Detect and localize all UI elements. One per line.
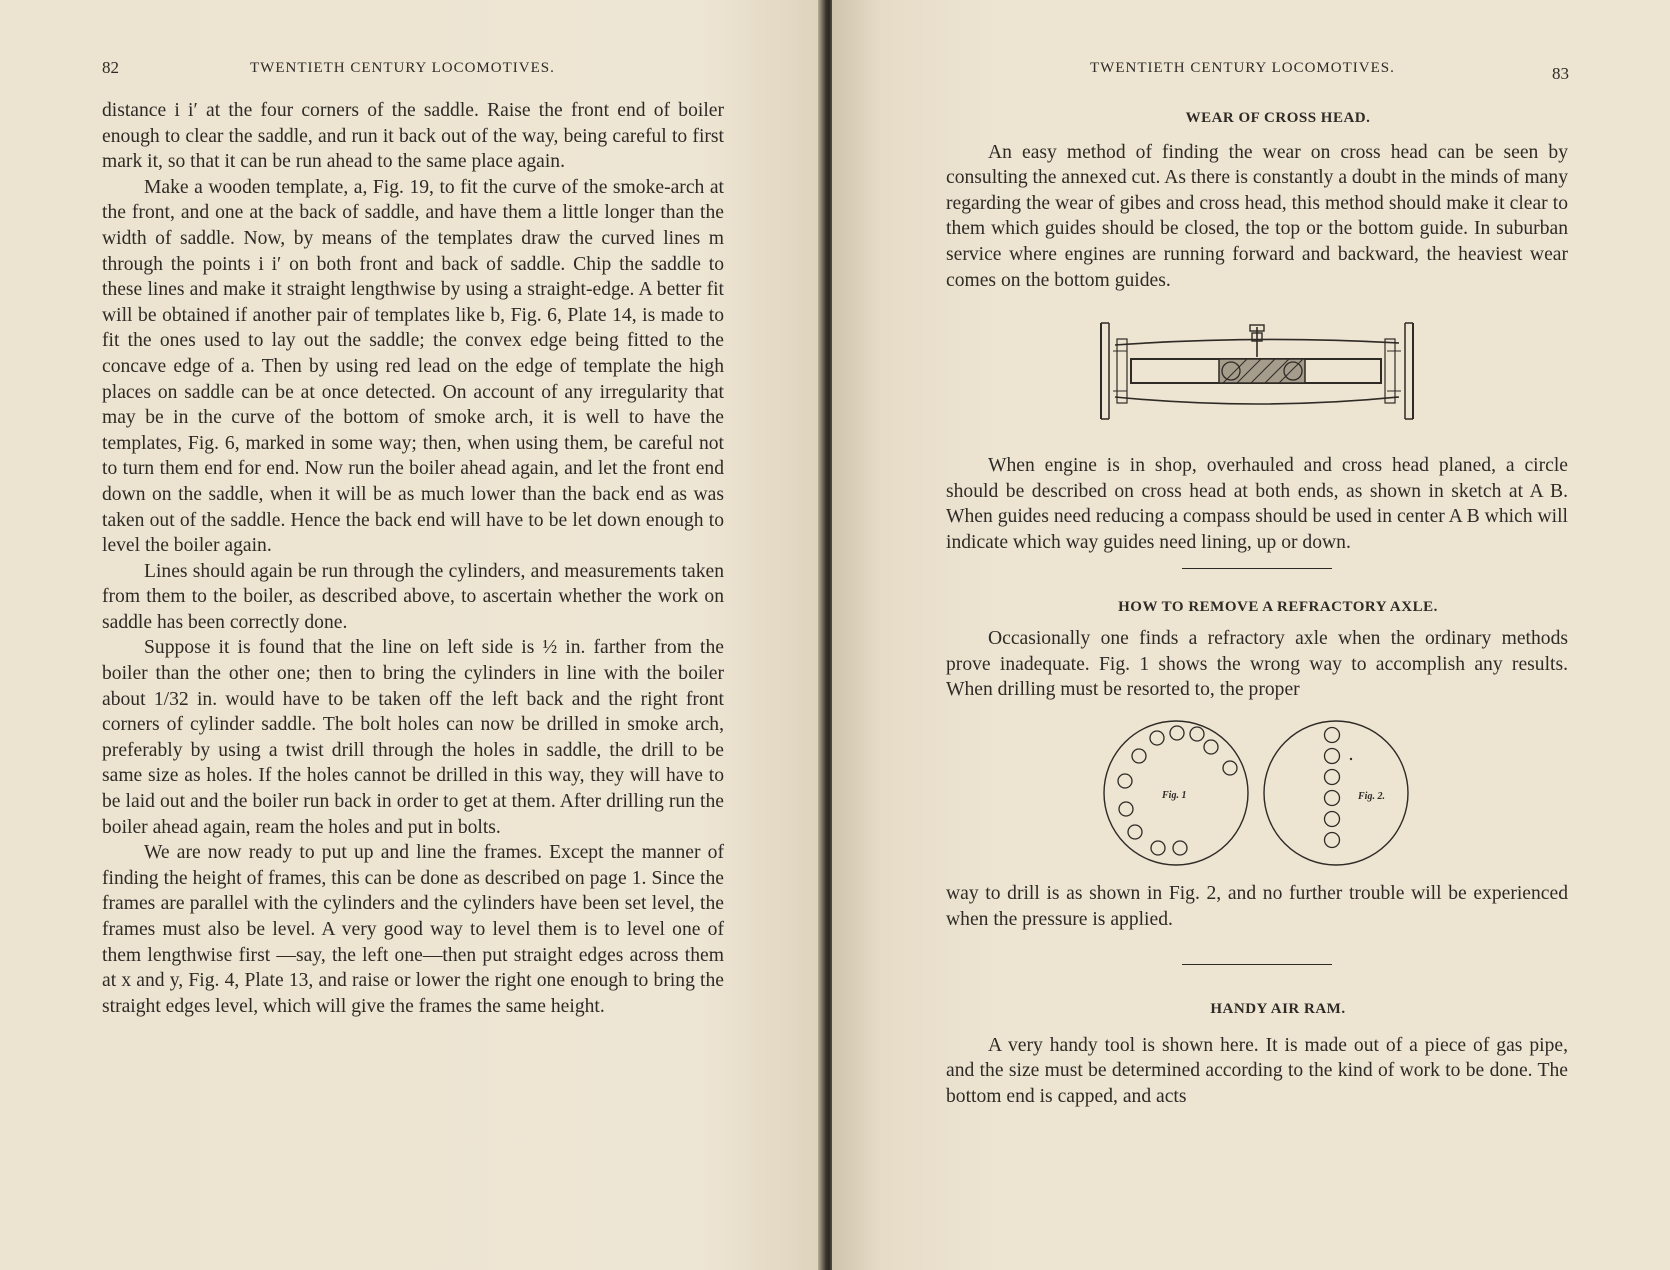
fig-2-label: Fig. 2.	[1358, 790, 1385, 802]
paragraph: Make a wooden template, a, Fig. 19, to fit the curve of the smoke-arch at the front, and one at the back of saddle, and have them a little longer than the width of saddle. Now, by means of the templates draw the curved lines m through the points i i′ on both front and back of saddle. Chip the saddle to these lines and make it straight lengthwise by using a straight-edge. A better fit will be obtained if another pair of templates like b, Fig. 6, Plate 14, is made to fit the ones used to lay out the saddle; the convex edge being fitted to the concave edge of a. Then by using red lead on the edge of template the high places on saddle can be at once detected. On account of any irregularity that may be in the curve of the bottom of smoke arch, it is well to have the templates, Fig. 6, marked in some way; then, when using them, be careful not to turn them end for end. Now run the boiler ahead again, and let the front end down on the saddle, when it will be as much lower than the back end as was taken out of the saddle. Hence the back end will have to be let down enough to level the boiler again.	[102, 176, 724, 557]
fig-1-label: Fig. 1	[1162, 789, 1187, 801]
paragraph: A very handy tool is shown here. It is made out of a piece of gas pipe, and the size must be determined according to the kind of work to be done. The bottom end is capped, and acts	[946, 1034, 1568, 1107]
page-number-left: 82	[102, 58, 119, 77]
paragraph: An easy method of finding the wear on cross head can be seen by consulting the annexed cut. As there is constantly a doubt in the minds of many regarding the wear of gibes and cross head, this method should make it clear to them which guides should be closed, the top or the bottom guide. In suburban service where engines are running forward and backward, the heaviest wear comes on the bottom guides.	[946, 141, 1568, 291]
left-body-text	[102, 98, 724, 1019]
page-number-right: 83	[1552, 64, 1569, 83]
fig-1-wrong-drilling	[1104, 721, 1248, 865]
left-page	[0, 0, 822, 1270]
paragraph: way to drill is as shown in Fig. 2, and no further trouble will be experienced when the pressure is applied.	[946, 882, 1568, 930]
paragraph: Lines should again be run through the cylinders, and measurements taken from them to the boiler, as described above, to ascertain whether the work on saddle has been correctly done.	[102, 560, 724, 633]
axle-drilling-figures	[1102, 715, 1412, 875]
paragraph: We are now ready to put up and line the frames. Except the manner of finding the height of frames, this can be done as described on page 1. Since the frames are parallel with the cylinders and the cylinders have been set level, the frames must also be level. A very good way to level them is to level one of them lengthwise first —say, the left one—then put straight edges across them at x and y, Fig. 4, Plate 13, and raise or lower the right one enough to bring the straight edges level, which will give the frames the same height.	[102, 842, 724, 1017]
section-title-refractory-axle: HOW TO REMOVE A REFRACTORY AXLE.	[1118, 598, 1438, 615]
running-header-right: TWENTIETH CENTURY LOCOMOTIVES.	[1090, 60, 1395, 76]
section-title-cross-head: WEAR OF CROSS HEAD.	[1185, 110, 1371, 126]
cross-head-diagram	[1097, 321, 1417, 421]
paragraph: Suppose it is found that the line on left side is ½ in. farther from the boiler than the other one; then to bring the cylinders in line with the boiler about 1/32 in. would have to be taken off the left back and the right front corners of cylinder saddle. The bolt holes can now be drilled in smoke arch, preferably by using a twist drill through the holes in saddle, the drill to be same size as holes. If the holes cannot be drilled in this way, they will have to be laid out and the boiler run back in order to get at them. After drilling run the boiler ahead again, ream the holes and put in bolts.	[102, 637, 724, 838]
running-header-left: TWENTIETH CENTURY LOCOMOTIVES.	[250, 60, 555, 76]
section-divider	[1182, 964, 1332, 965]
paragraph: distance i i′ at the four corners of the saddle. Raise the front end of boiler enough to clear the saddle, and run it back out of the way, being careful to first mark it, so that it can be run ahead to the same place again.	[102, 100, 724, 173]
right-page	[832, 0, 1670, 1270]
section-title-air-ram: HANDY AIR RAM.	[1210, 1001, 1346, 1018]
paragraph: When engine is in shop, overhauled and cross head planed, a circle should be described on cross head at both ends, as shown in sketch at A B. When guides need reducing a compass should be used in center A B which will indicate which way guides need lining, up or down.	[946, 455, 1568, 553]
paragraph: Occasionally one finds a refractory axle when the ordinary methods prove inadequate. Fig. 1 shows the wrong way to accomplish any results. When drilling must be resorted to, the proper	[946, 628, 1568, 701]
right-body-text	[946, 106, 1568, 1109]
section-divider	[1182, 568, 1332, 569]
fig-2-right-drilling	[1264, 721, 1408, 865]
